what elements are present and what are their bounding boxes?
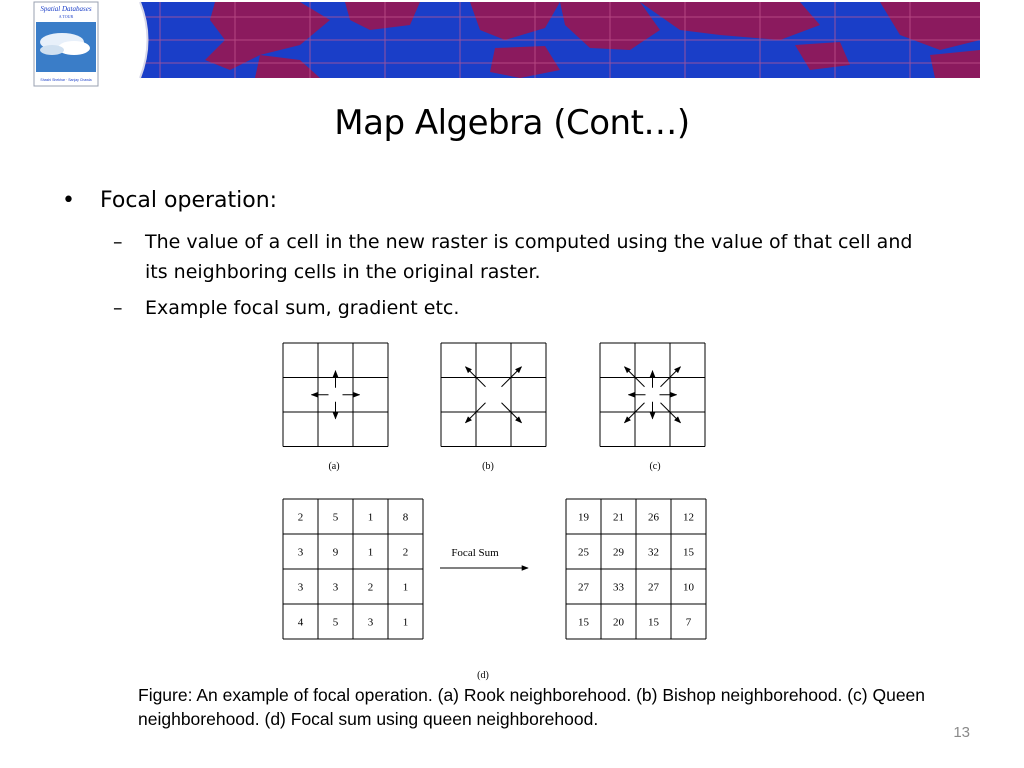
grid-cell-value: 15 <box>648 616 659 629</box>
label-b: (b) <box>482 461 494 472</box>
grid-cell-value: 15 <box>578 616 589 629</box>
sub-bullet-symbol: – <box>113 231 123 253</box>
bullet-symbol: • <box>62 188 75 213</box>
grid-cell-value: 3 <box>367 616 374 629</box>
grid-cell-value: 12 <box>683 511 694 524</box>
grid-cell-value: 26 <box>648 511 659 524</box>
grid-cell-value: 33 <box>613 581 624 594</box>
grid-cell-value: 5 <box>332 616 339 629</box>
grid-cell-value: 2 <box>367 581 374 594</box>
grid-cell-value: 1 <box>367 511 374 524</box>
rook-neighborhood-grid <box>283 343 388 447</box>
grid-cell-value: 8 <box>402 511 409 524</box>
grid-cell-value: 19 <box>578 511 589 524</box>
sub-bullet-text: The value of a cell in the new raster is computed using the value of that cell and its neighboring cells in the original raster. <box>145 231 913 283</box>
book-subtitle: A TOUR <box>58 14 74 19</box>
grid-cell-value: 3 <box>332 581 339 594</box>
grid-cell-value: 4 <box>297 616 304 629</box>
grid-cell-value: 3 <box>297 581 304 594</box>
grid-cell-value: 3 <box>297 546 304 559</box>
grid-cell-value: 1 <box>402 581 409 594</box>
sub-bullet-symbol: – <box>113 297 123 319</box>
grid-cell-value: 5 <box>332 511 339 524</box>
bishop-neighborhood-grid <box>441 343 546 447</box>
slide-title: Map Algebra (Cont…) <box>334 103 690 143</box>
grid-cell-value: 25 <box>578 546 589 559</box>
book-authors: Shashi Shekhar · Sanjay Chawla <box>40 78 92 82</box>
bullet-text: Focal operation: <box>100 188 278 213</box>
focal-sum-label: Focal Sum <box>451 547 499 559</box>
grid-cell-value: 1 <box>402 616 409 629</box>
grid-cell-value: 9 <box>332 546 339 559</box>
grid-cell-value: 2 <box>402 546 409 559</box>
grid-cell-value: 27 <box>648 581 659 594</box>
page-number: 13 <box>953 724 970 741</box>
queen-neighborhood-grid <box>600 343 705 447</box>
grid-cell-value: 32 <box>648 546 659 559</box>
grid-cell-value: 21 <box>613 511 624 524</box>
grid-cell-value: 10 <box>683 581 694 594</box>
book-title: Spatial Databases <box>40 5 92 13</box>
grid-cell-value: 1 <box>367 546 374 559</box>
grid-cell-value: 29 <box>613 546 624 559</box>
grid-cell-value: 2 <box>297 511 304 524</box>
grid-cell-value: 20 <box>613 616 624 629</box>
grid-cell-value: 15 <box>683 546 694 559</box>
label-a: (a) <box>328 461 340 472</box>
input-raster-grid <box>283 499 423 639</box>
label-d: (d) <box>477 670 489 681</box>
label-c: (c) <box>649 461 661 472</box>
figure-caption: Figure: An example of focal operation. (a) Rook neighborehood. (b) Bishop neighborehood. (c) Queen neighborehood. (d) Focal sum using queen neighborehood. <box>138 685 926 729</box>
grid-cell-value: 27 <box>578 581 589 594</box>
output-raster-grid <box>566 499 706 639</box>
grid-cell-value: 7 <box>685 616 692 629</box>
sub-bullet-text: Example focal sum, gradient etc. <box>145 297 460 319</box>
